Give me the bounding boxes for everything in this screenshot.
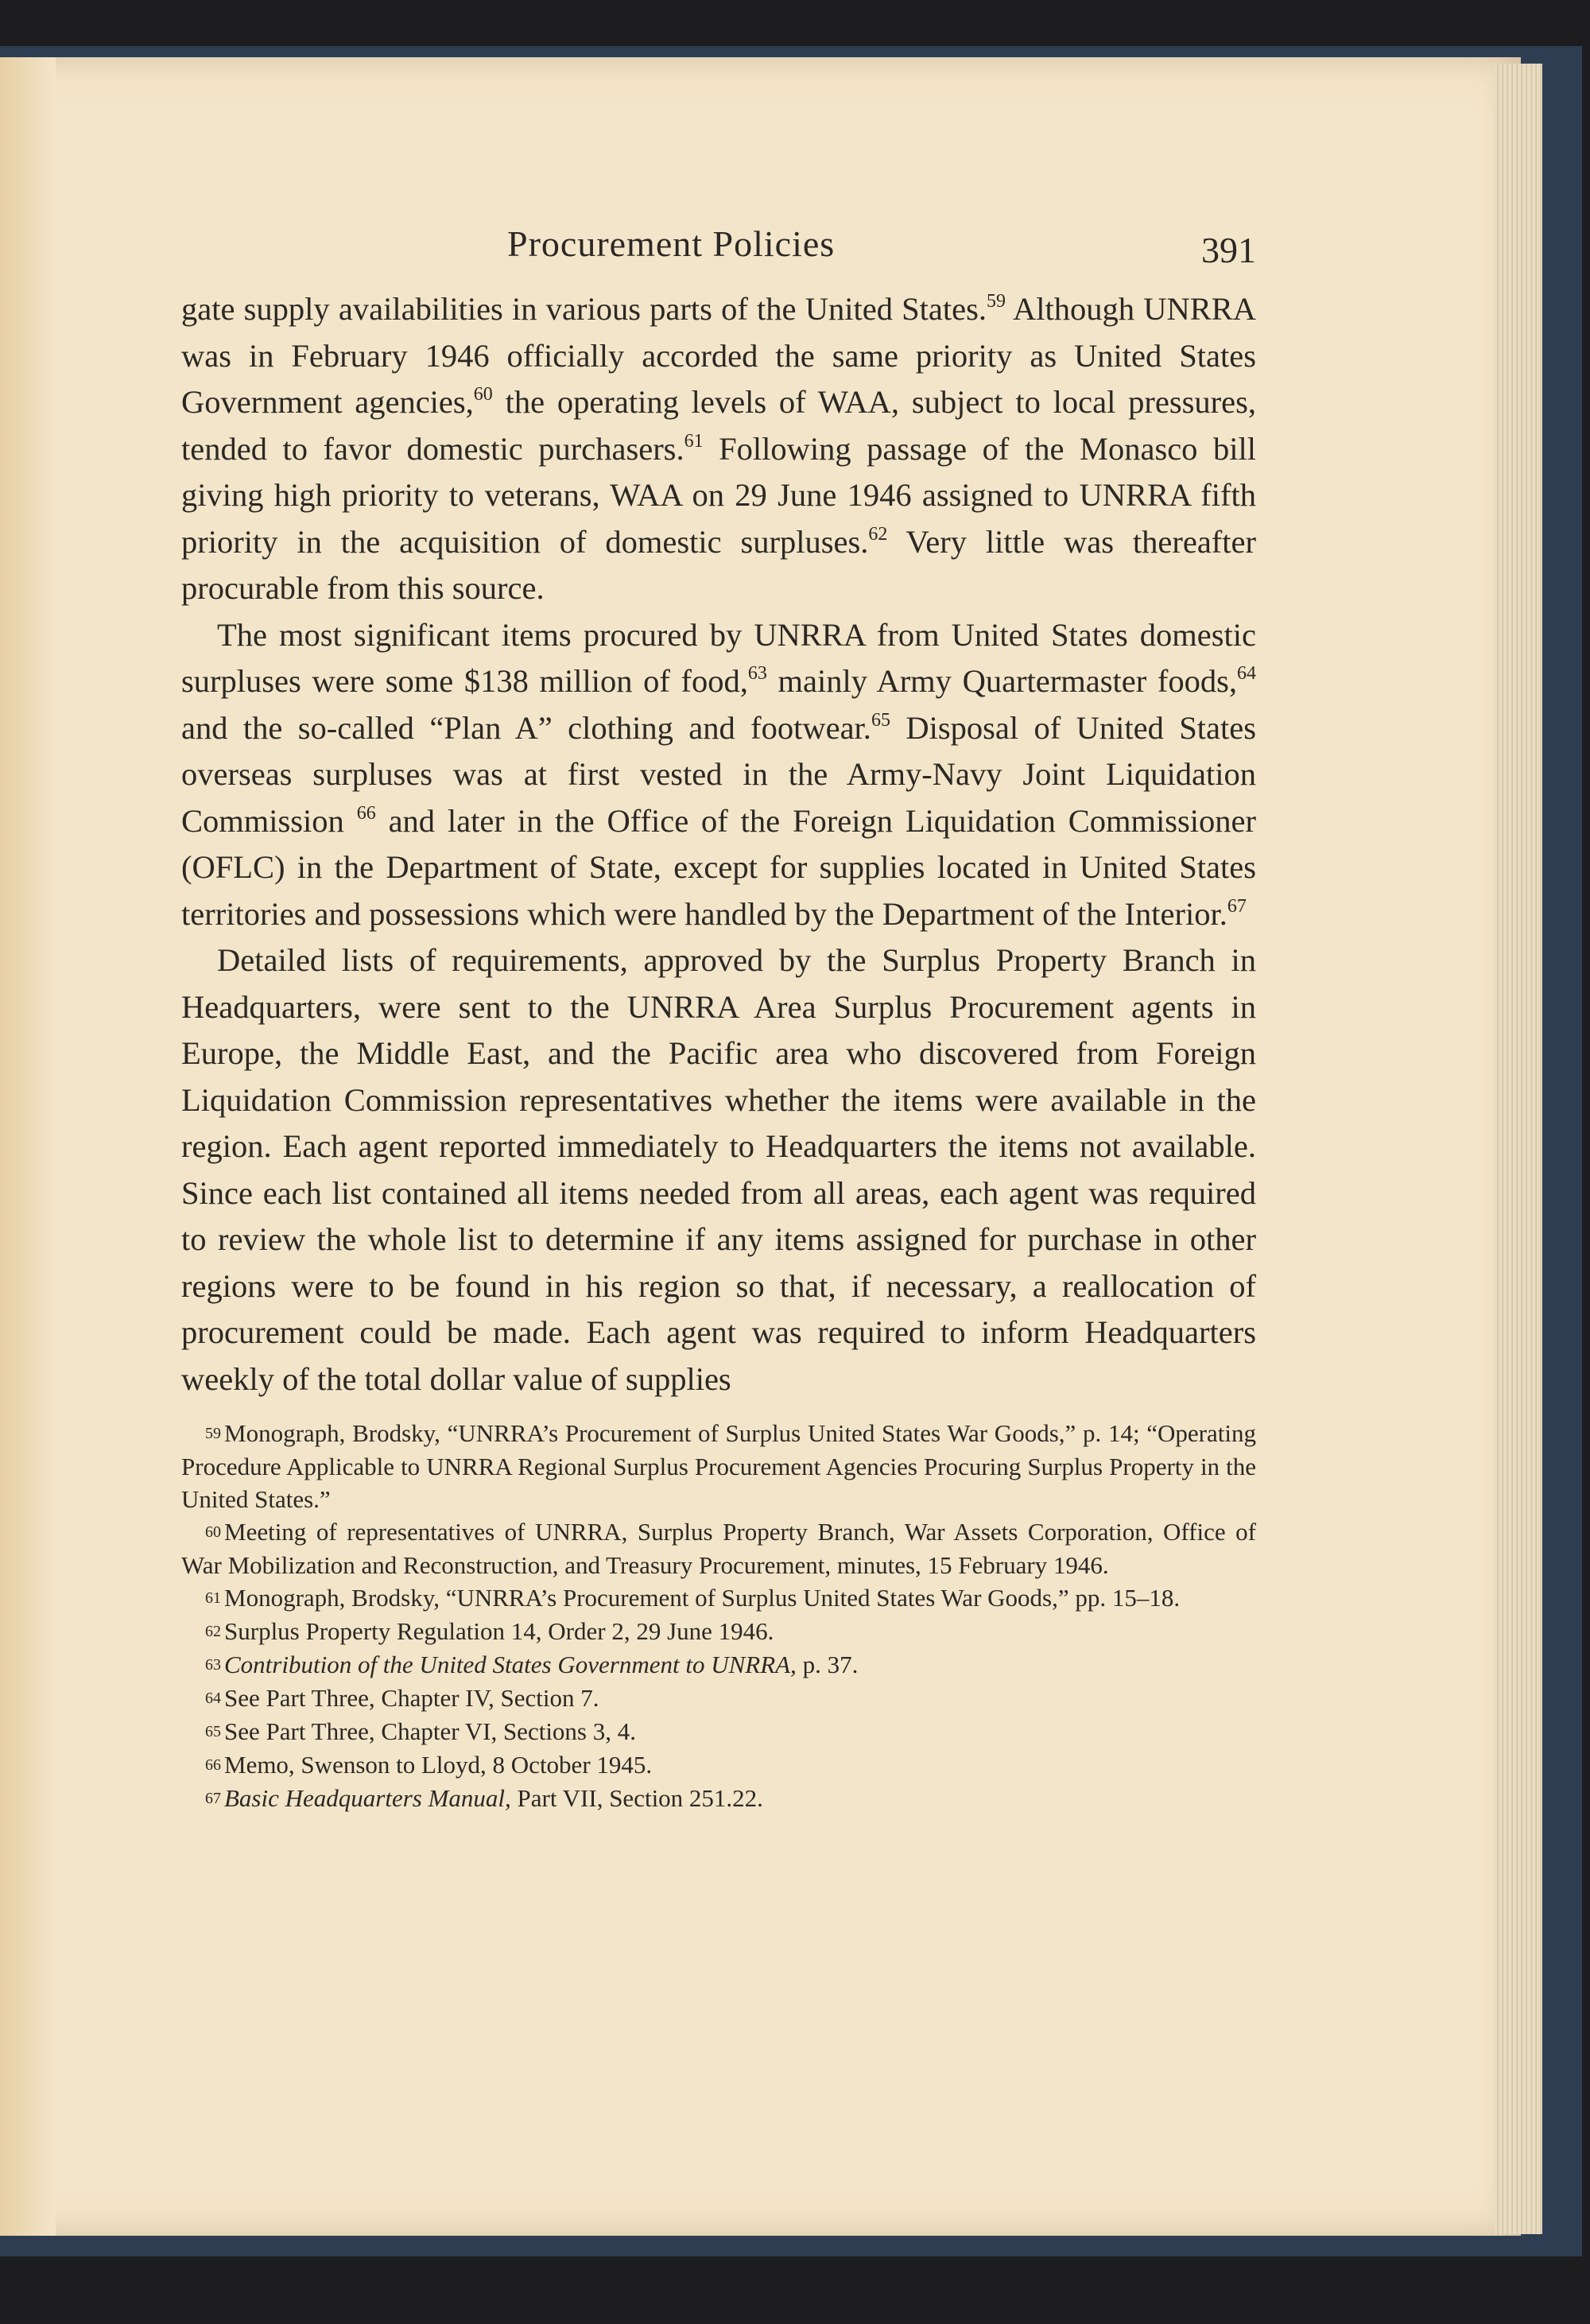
footnote-ref-62: 62 <box>868 523 888 545</box>
footnote-text: See Part Three, Chapter VI, Sections 3, 4. <box>224 1717 636 1745</box>
footnote-number: 65 <box>205 1723 221 1740</box>
paragraph-1 <box>181 286 1256 612</box>
footnote-number: 67 <box>205 1790 221 1807</box>
footnote-number: 64 <box>205 1690 221 1707</box>
paragraph-2 <box>181 612 1256 938</box>
footnote-62 <box>181 1615 1256 1648</box>
text-run: Following passage of the Monasco bill giving high priority to veterans, WAA on 29 June 1946 assigned to UNRRA fifth priority in the acquisition of domestic surpluses. <box>181 430 1256 560</box>
footnote-ref-63: 63 <box>747 663 767 684</box>
page-edges <box>1495 64 1542 2234</box>
running-title: Procurement Policies <box>507 223 836 264</box>
paragraph-3: Detailed lists of requirements, approved by the Surplus Property Branch in Headquarters, were sent to the UNRRA Area Surplus Procurement agents in Europe, the Middle East, and the Pacific area who discovered from Foreign Liquidation Commission representatives whether the items were available in the region. Each agent reported immediately to Headquarters the items not available. Since each list contained all items needed from all areas, each agent was required to review the whole list to determine if any items assigned for purchase in other regions were to be found in his region so that, if necessary, a reallocation of procurement could be made. Each agent was required to inform Headquarters weekly of the total dollar value of supplies <box>181 942 1256 1397</box>
page-number: 391 <box>1201 230 1256 270</box>
footnote-text: Monograph, Brodsky, “UNRRA’s Procurement of Surplus United States War Goods,” p. 14; “Operating Procedure Applicable to UNRRA Regional Surplus Procurement Agencies Procuring Surplus Property in the United States.” <box>181 1419 1256 1513</box>
footnote-text: Monograph, Brodsky, “UNRRA’s Procurement of Surplus United States War Goods,” pp. 15–18. <box>224 1584 1181 1612</box>
footnote-number: 63 <box>205 1656 221 1674</box>
text-run: Disposal of United States overseas surpluses was at first vested in the Army-Navy Joint Liquidation Commission <box>181 709 1256 839</box>
footnote-number: 66 <box>205 1756 221 1774</box>
footnote-ref-66: 66 <box>356 802 376 824</box>
footnote-text: Memo, Swenson to Lloyd, 8 October 1945. <box>224 1751 653 1779</box>
running-head <box>181 223 1256 286</box>
text-run: gate supply availabilities in various parts of the United States. <box>181 291 987 327</box>
page-content <box>181 223 1256 1815</box>
footnote-ref-60: 60 <box>473 384 493 405</box>
footnote-66 <box>181 1748 1256 1782</box>
footnote-number: 61 <box>205 1589 221 1607</box>
footnote-59 <box>181 1417 1256 1515</box>
footnote-64 <box>181 1682 1256 1715</box>
footnotes <box>181 1417 1256 1815</box>
footnote-number: 62 <box>205 1623 221 1640</box>
text-run: and the so-called “Plan A” clothing and footwear. <box>181 709 871 746</box>
footnote-title: Contribution of the United States Government to UNRRA, <box>224 1651 797 1678</box>
footnote-text: Meeting of representatives of UNRRA, Surplus Property Branch, War Assets Corporation, Office of War Mobilization and Reconstruction, and Treasury Procurement, minutes, 15 February 1946. <box>181 1518 1256 1579</box>
footnote-ref-65: 65 <box>871 709 890 731</box>
text-run: The most significant items procured by UNRRA from United States domestic surpluses were some $138 million of food, <box>181 616 1256 699</box>
footnote-67 <box>181 1782 1256 1815</box>
footnote-ref-64: 64 <box>1236 663 1256 684</box>
footnote-text: Surplus Property Regulation 14, Order 2, 29 June 1946. <box>224 1617 774 1645</box>
footnote-number: 60 <box>205 1523 221 1541</box>
text-run: Very little was thereafter procurable from this source. <box>181 523 1256 606</box>
text-run: mainly Army Quartermaster foods, <box>766 663 1237 699</box>
footnote-text: See Part Three, Chapter IV, Section 7. <box>224 1684 599 1712</box>
footnote-ref-59: 59 <box>987 291 1006 312</box>
footnote-number: 59 <box>205 1425 221 1442</box>
body-text <box>181 286 1256 1403</box>
gutter-strip <box>0 57 56 2236</box>
footnote-text: p. 37. <box>796 1651 859 1678</box>
footnote-title: Basic Headquarters Manual, <box>224 1784 511 1812</box>
text-run: Although UNRRA was in February 1946 officially accorded the same priority as United States Government agencies, <box>181 291 1256 420</box>
text-run: and later in the Office of the Foreign Liquidation Commissioner (OFLC) in the Department of State, except for supplies located in United States territories and possessions which were handled by the Department of the Interior. <box>181 802 1257 932</box>
text-run: the operating levels of WAA, subject to local pressures, tended to favor domestic purchasers. <box>181 384 1257 467</box>
footnote-60 <box>181 1515 1256 1581</box>
footnote-text: Part VII, Section 251.22. <box>510 1784 763 1812</box>
footnote-63 <box>181 1648 1256 1682</box>
footnote-61 <box>181 1581 1256 1615</box>
footnote-ref-61: 61 <box>684 430 704 452</box>
footnote-65 <box>181 1715 1256 1748</box>
footnote-ref-67: 67 <box>1227 895 1247 917</box>
